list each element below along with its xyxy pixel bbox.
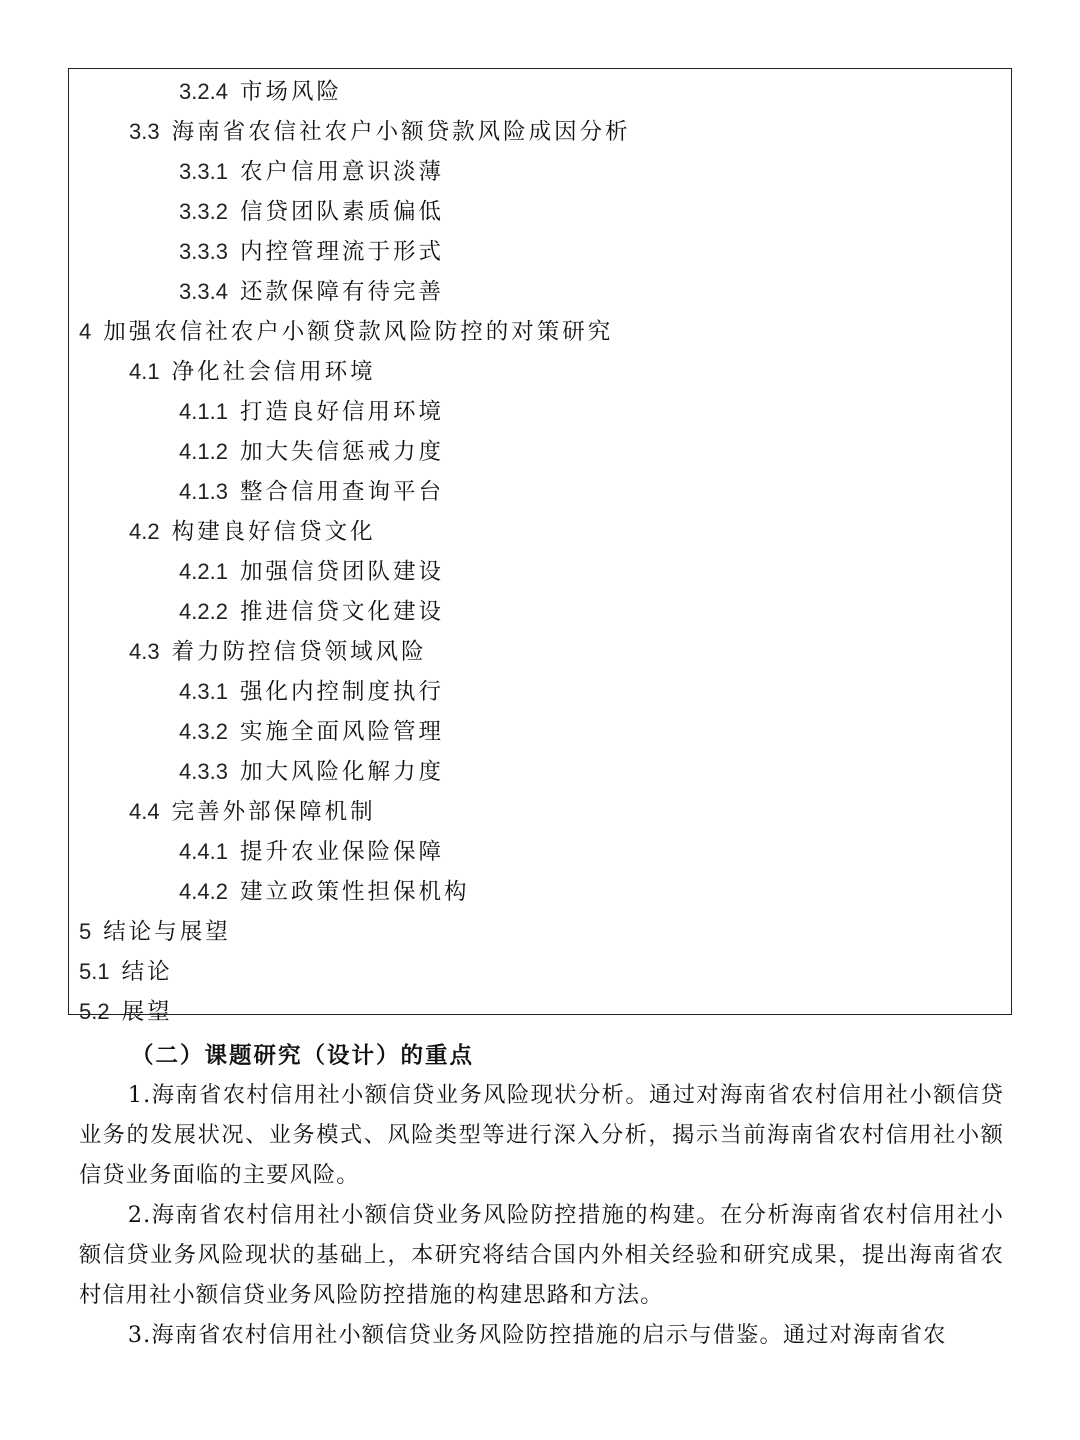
toc-entry-title: 净化社会信用环境 [171, 359, 376, 385]
paragraph-2: 2.海南省农村信用社小额信贷业务风险防控措施的构建。在分析海南省农村信用社小额信贷业务风险现状的基础上，本研究将结合国内外相关经验和研究成果，提出海南省农村信用社小额信贷业务风险防控措施的构建思路和方法。 [79, 1202, 1004, 1308]
toc-entry-number: 3.3.4 [179, 279, 228, 304]
toc-entry-number: 4.1 [129, 359, 160, 384]
toc-entry-number: 4.4 [129, 799, 160, 824]
toc-entry-title: 信贷团队素质偏低 [239, 199, 444, 225]
toc-entry-title: 市场风险 [239, 79, 342, 105]
toc-entry-title: 加大风险化解力度 [239, 759, 444, 785]
toc-entry-title: 展望 [121, 999, 173, 1025]
toc-entry-number: 4.3 [129, 639, 160, 664]
section-heading: （二）课题研究（设计）的重点 [131, 1043, 475, 1069]
toc-entry-title: 加大失信惩戒力度 [239, 439, 444, 465]
paragraph-3: 3.海南省农村信用社小额信贷业务风险防控措施的启示与借鉴。通过对海南省农 [127, 1322, 947, 1348]
toc-entry [179, 77, 342, 107]
toc-entry-number: 4.2.1 [179, 559, 228, 584]
toc-entry-number: 3.3 [129, 119, 160, 144]
toc-entry-title: 完善外部保障机制 [171, 799, 376, 825]
toc-entry-number: 4.4.2 [179, 879, 228, 904]
toc-entry-number: 5.1 [79, 959, 110, 984]
toc-entry-title: 还款保障有待完善 [239, 279, 444, 305]
toc-entry-number: 5 [79, 919, 92, 944]
toc-entry [179, 877, 469, 907]
toc-entry [129, 357, 376, 387]
toc-entry-number: 3.3.3 [179, 239, 228, 264]
toc-entry [179, 157, 444, 187]
toc-entry-number: 3.3.2 [179, 199, 228, 224]
toc-entry [179, 197, 444, 227]
toc-entry [179, 237, 444, 267]
toc-entry-number: 4.1.2 [179, 439, 228, 464]
toc-entry-title: 农户信用意识淡薄 [239, 159, 444, 185]
toc-entry-title: 建立政策性担保机构 [239, 879, 470, 905]
toc-entry [179, 557, 444, 587]
toc-entry-title: 打造良好信用环境 [239, 399, 444, 425]
toc-entry-title: 构建良好信贷文化 [171, 519, 376, 545]
toc-entry-number: 4.1.3 [179, 479, 228, 504]
toc-entry-title: 海南省农信社农户小额贷款风险成因分析 [171, 119, 631, 145]
toc-entry-number: 3.2.4 [179, 79, 228, 104]
toc-entry [179, 837, 444, 867]
toc-entry [179, 677, 444, 707]
toc-entry-number: 4.4.1 [179, 839, 228, 864]
toc-entry [129, 637, 427, 667]
toc-entry-title: 着力防控信贷领域风险 [171, 639, 427, 665]
toc-entry-number: 4.2 [129, 519, 160, 544]
toc-entry-title: 整合信用查询平台 [239, 479, 444, 505]
toc-entry-title: 提升农业保险保障 [239, 839, 444, 865]
toc-entry [129, 117, 631, 147]
toc-entry [179, 477, 444, 507]
toc-entry-title: 结论与展望 [103, 919, 231, 945]
toc-entry-title: 加强农信社农户小额贷款风险防控的对策研究 [103, 319, 614, 345]
paragraph-1: 1.海南省农村信用社小额信贷业务风险现状分析。通过对海南省农村信用社小额信贷业务的发展状况、业务模式、风险类型等进行深入分析，揭示当前海南省农村信用社小额信贷业务面临的主要风险。 [79, 1082, 1004, 1188]
toc-entry [129, 797, 376, 827]
toc-entry-number: 4.3.3 [179, 759, 228, 784]
toc-entry [179, 597, 444, 627]
toc-entry-number: 4.3.2 [179, 719, 228, 744]
toc-entry-title: 结论 [121, 959, 173, 985]
toc-entry [179, 437, 444, 467]
toc-entry-number: 4.1.1 [179, 399, 228, 424]
toc-entry [79, 997, 173, 1027]
toc-entry [129, 517, 376, 547]
toc-entry [79, 317, 613, 347]
toc-entry-number: 4.3.1 [179, 679, 228, 704]
toc-entry-number: 5.2 [79, 999, 110, 1024]
toc-entry-title: 强化内控制度执行 [239, 679, 444, 705]
toc-entry [179, 757, 444, 787]
toc-entry-number: 4 [79, 319, 92, 344]
toc-entry-title: 实施全面风险管理 [239, 719, 444, 745]
toc-entry [79, 917, 231, 947]
toc-entry-title: 推进信贷文化建设 [239, 599, 444, 625]
toc-entry [179, 717, 444, 747]
toc-entry-number: 3.3.1 [179, 159, 228, 184]
toc-entry-title: 加强信贷团队建设 [239, 559, 444, 585]
toc-entry [79, 957, 173, 987]
toc-entry [179, 397, 444, 427]
toc-entry [179, 277, 444, 307]
toc-entry-title: 内控管理流于形式 [239, 239, 444, 265]
toc-entry-number: 4.2.2 [179, 599, 228, 624]
document-frame [68, 68, 1012, 1348]
